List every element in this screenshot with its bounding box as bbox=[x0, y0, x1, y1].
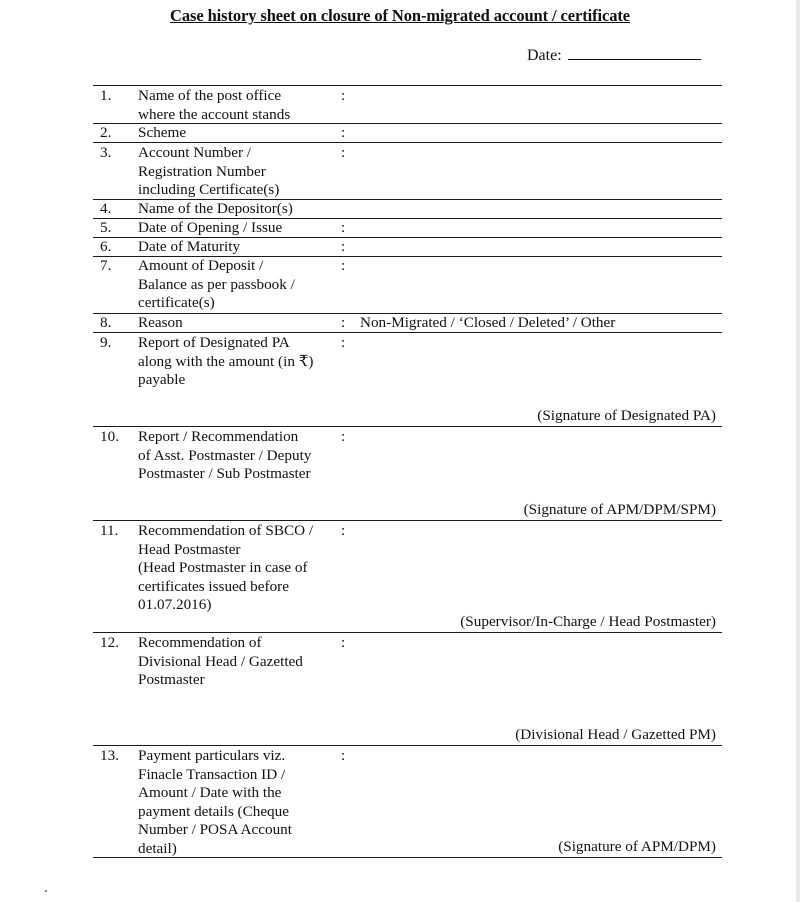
signature-divisional-head: (Divisional Head / Gazetted PM) bbox=[515, 726, 716, 743]
rule-after-11 bbox=[93, 632, 722, 633]
row-number: 9. bbox=[100, 334, 112, 351]
row-colon: : bbox=[341, 634, 346, 651]
row-label: Date of Opening / Issue bbox=[138, 219, 283, 236]
row-label: Report / Recommendation of Asst. Postmaster / Deputy Postmaster / Sub Postmaster bbox=[138, 428, 312, 482]
row-label: Recommendation of SBCO / Head Postmaster (Head Postmaster in case of certificates issued before 01.07.2016) bbox=[138, 522, 314, 613]
rule-top bbox=[93, 85, 722, 86]
page-edge bbox=[796, 0, 800, 902]
row-number: 6. bbox=[100, 238, 112, 255]
row-number: 3. bbox=[100, 144, 112, 161]
form-row-sbco-recommendation bbox=[93, 522, 722, 632]
date-input-line[interactable] bbox=[568, 45, 701, 60]
row-number: 11. bbox=[100, 522, 119, 539]
row-colon: : bbox=[341, 238, 346, 255]
row-colon: : bbox=[341, 87, 346, 104]
row-label: Recommendation of Divisional Head / Gazetted Postmaster bbox=[138, 634, 303, 688]
row-number: 7. bbox=[100, 257, 112, 274]
row-colon: : bbox=[341, 522, 346, 539]
row-label: Amount of Deposit / Balance as per passbook / certificate(s) bbox=[138, 257, 295, 311]
scan-speck bbox=[45, 890, 47, 892]
row-label: Name of the post office where the account stands bbox=[138, 87, 291, 123]
row-label: Date of Maturity bbox=[138, 238, 241, 255]
row-colon: : bbox=[341, 257, 346, 274]
row-number: 1. bbox=[100, 87, 112, 104]
row-colon: : bbox=[341, 747, 346, 764]
signature-head-postmaster: (Supervisor/In-Charge / Head Postmaster) bbox=[460, 613, 716, 630]
signature-apm-dpm-spm: (Signature of APM/DPM/SPM) bbox=[523, 501, 716, 518]
signature-designated-pa: (Signature of Designated PA) bbox=[537, 407, 716, 424]
form-row-divisional-head-recommendation bbox=[93, 634, 722, 745]
reason-options[interactable]: Non-Migrated / ‘Closed / Deleted’ / Other bbox=[360, 314, 616, 331]
document-title: Case history sheet on closure of Non-migrated account / certificate bbox=[170, 6, 630, 25]
rule-after-12 bbox=[93, 745, 722, 746]
date-field bbox=[527, 45, 701, 65]
row-colon: : bbox=[341, 314, 346, 331]
form-row-apm-recommendation bbox=[93, 428, 722, 520]
signature-apm-dpm: (Signature of APM/DPM) bbox=[558, 838, 716, 855]
date-label: Date: bbox=[527, 47, 562, 64]
row-label: Report of Designated PA along with the amount (in ₹) payable bbox=[138, 334, 314, 388]
rule-after-10 bbox=[93, 520, 722, 521]
row-number: 12. bbox=[100, 634, 119, 651]
row-number: 2. bbox=[100, 124, 112, 141]
row-colon: : bbox=[341, 219, 346, 236]
form-row-designated-pa-report bbox=[93, 334, 722, 426]
row-label: Reason bbox=[138, 314, 183, 331]
form-row-payment-particulars bbox=[93, 747, 722, 857]
row-number: 5. bbox=[100, 219, 112, 236]
row-label: Scheme bbox=[138, 124, 187, 141]
row-label: Payment particulars viz. Finacle Transaction ID / Amount / Date with the payment details (Cheque Number / POSA Account detail) bbox=[138, 747, 292, 857]
row-colon: : bbox=[341, 124, 346, 141]
row-colon: : bbox=[341, 428, 346, 445]
row-label: Name of the Depositor(s) bbox=[138, 200, 293, 217]
row-label: Account Number / Registration Number including Certificate(s) bbox=[138, 144, 280, 198]
row-number: 8. bbox=[100, 314, 112, 331]
row-number: 13. bbox=[100, 747, 119, 764]
row-number: 10. bbox=[100, 428, 119, 445]
row-colon: : bbox=[341, 144, 346, 161]
row-number: 4. bbox=[100, 200, 112, 217]
rule-after-9 bbox=[93, 426, 722, 427]
row-colon: : bbox=[341, 334, 346, 351]
